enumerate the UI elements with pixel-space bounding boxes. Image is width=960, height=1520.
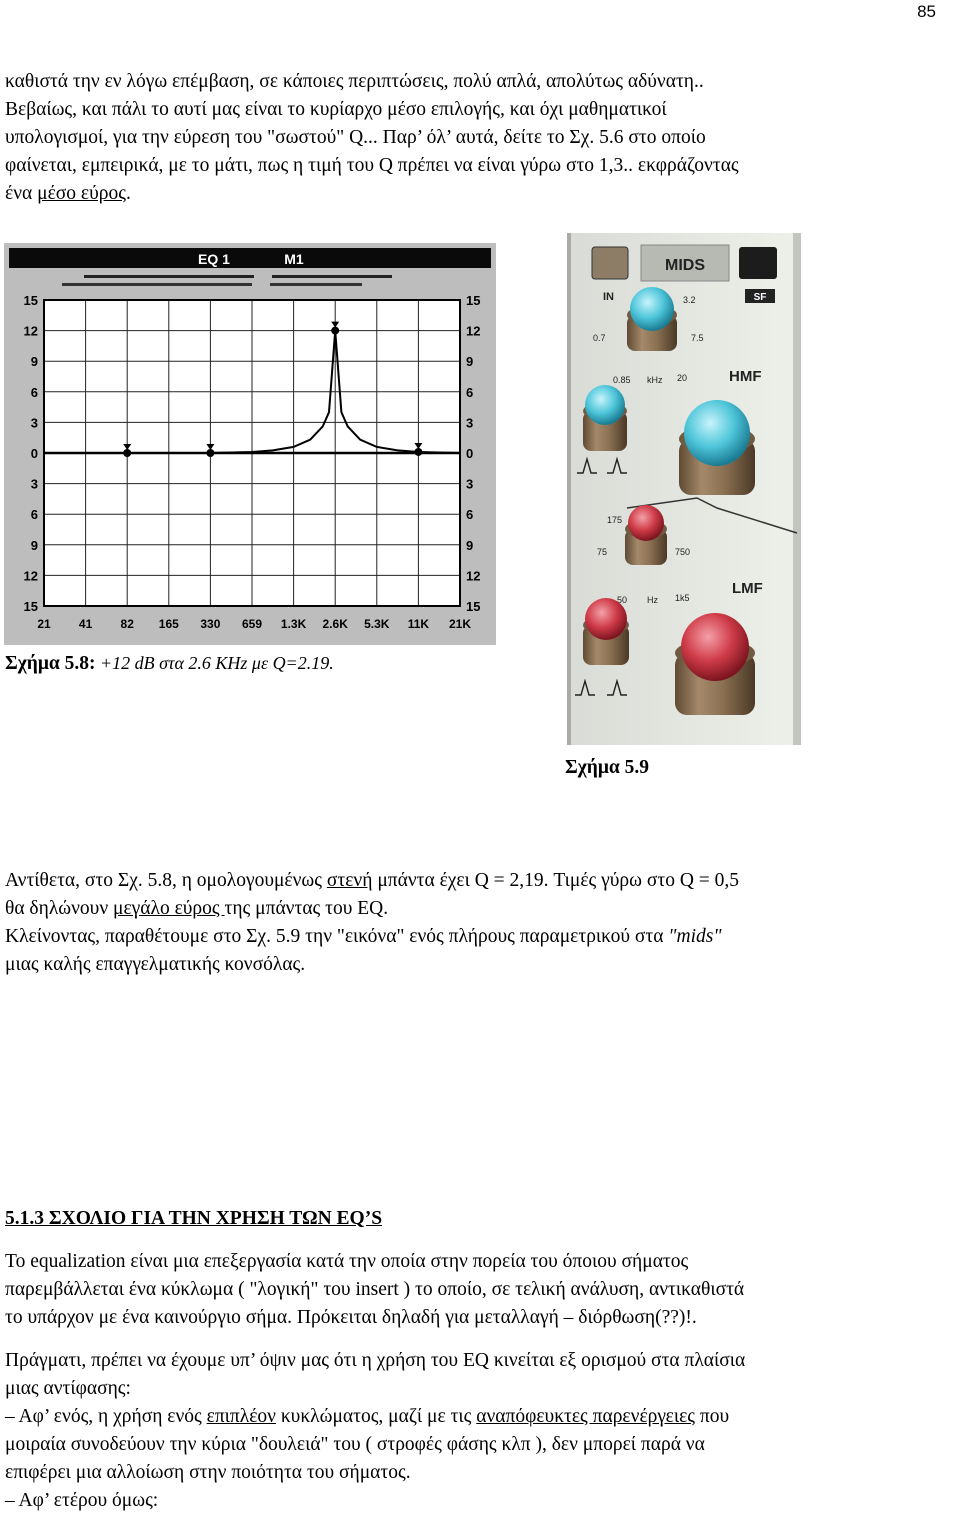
- chart-x-tick-label: 330: [200, 617, 221, 631]
- contrast-line-1-prefix: Αντίθετα, στο Σχ. 5.8, η ομολογουμένως: [5, 870, 327, 891]
- chart-x-tick-label: 659: [241, 617, 263, 631]
- chart-y-tick-label-left: 15: [23, 293, 38, 308]
- lmf-label: LMF: [732, 580, 763, 597]
- additional-term: επιπλέον: [206, 1406, 276, 1427]
- hmf-q-knob-cap: [585, 385, 625, 425]
- sf-label: SF: [753, 292, 767, 303]
- chart-x-tick-label: 1.3K: [280, 617, 307, 631]
- chart-y-tick-label-left: 3: [30, 415, 38, 431]
- hmf-freq-label-0.7: 0.7: [593, 333, 606, 343]
- chart-y-tick-label-right: 12: [466, 568, 481, 584]
- intro-underlined-term: μέσο εύρος: [37, 183, 126, 204]
- in-label: IN: [603, 291, 614, 303]
- lmf-frequency-knob-cap: [628, 505, 664, 541]
- hmf-gain-knob[interactable]: [679, 400, 755, 495]
- intro-line-4: φαίνεται, εμπειρικά, με το μάτι, πως η τιμή του Q πρέπει να είναι γύρω στο 1,3.. εκφράζοντας: [5, 155, 739, 176]
- equalization-line-3: το υπάρχον με ένα καινούργιο σήμα. Πρόκειται δηλαδή για μεταλλαγή – διόρθωση(??)!.: [5, 1307, 697, 1328]
- side-effects-term: αναπόφευκτες παρενέργειες: [476, 1406, 695, 1427]
- lmf-gain-knob-cap: [681, 613, 749, 681]
- chart-y-tick-label-right: 15: [466, 293, 481, 308]
- contrast-line-1-suffix: μπάντα έχει Q = 2,19. Τιμές γύρω στο Q = 0,5: [372, 870, 740, 891]
- chart-y-tick-label-right: 0: [466, 446, 474, 461]
- console-panel-edge-left: [567, 233, 571, 745]
- contrast-line-3-prefix: Κλείνοντας, παραθέτουμε στο Σχ. 5.9 την "εικόνα" ενός πλήρους παραμετρικού στα: [5, 926, 669, 947]
- chart-y-tick-label-right: 3: [466, 476, 474, 492]
- chart-range-bar-4: [270, 283, 362, 286]
- intro-line-2: Βεβαίως, και πάλι το αυτί μας είναι το κυρίαρχο μέσο επιλογής, και όχι μαθηματικοί: [5, 99, 667, 120]
- chart-marker-point: [206, 449, 214, 457]
- intro-line-5-suffix: .: [125, 183, 131, 204]
- section-heading: 5.1.3 ΣΧΟΛΙΟ ΓΙΑ ΤΗΝ ΧΡΗΣΗ ΤΩΝ EQ’S: [5, 1208, 383, 1229]
- chart-y-tick-label-left: 9: [30, 354, 38, 370]
- chart-y-tick-label-right: 6: [466, 384, 474, 400]
- lmf-frequency-knob[interactable]: [625, 505, 667, 565]
- hmf-label: HMF: [729, 368, 762, 385]
- mids-term: "mids": [668, 926, 722, 947]
- lmf-freq-label-175: 175: [607, 515, 623, 525]
- chart-y-tick-label-left: 9: [30, 537, 38, 553]
- hmf-gain-knob-cap: [684, 400, 750, 466]
- intro-line-1: καθιστά την εν λόγω επέμβαση, σε κάποιες περιπτώσεις, πολύ απλά, απολύτως αδύνατη..: [5, 71, 704, 92]
- page-number: 85: [917, 2, 936, 21]
- chart-subtitle: M1: [284, 251, 304, 267]
- contradiction-line-5: επιφέρει μια αλλοίωση στην ποιότητα του σήματος.: [5, 1462, 411, 1483]
- contrast-line-2-prefix: θα δηλώνουν: [5, 898, 114, 919]
- lmf-gain-knob[interactable]: [675, 613, 755, 715]
- chart-x-tick-label: 21: [37, 617, 51, 631]
- chart-x-tick-label: 165: [158, 617, 179, 631]
- chart-x-tick-label: 5.3K: [364, 617, 390, 631]
- chart-y-tick-label-left: 3: [30, 476, 38, 492]
- console-mids-photo: [567, 233, 801, 745]
- contrast-line-4: μιας καλής επαγγελματικής κονσόλας.: [5, 954, 306, 975]
- contradiction-line-3-prefix: – Αφ’ ενός, η χρήση ενός: [5, 1406, 207, 1427]
- contrast-line-2-suffix: της μπάντας του EQ.: [224, 898, 389, 919]
- in-switch-button[interactable]: [592, 247, 628, 279]
- chart-range-bar-2: [62, 283, 252, 286]
- hmf-freq-label-3.2: 3.2: [683, 295, 696, 305]
- chart-y-tick-label-right: 12: [466, 323, 481, 339]
- equalization-line-1: Το equalization είναι μια επεξεργασία κατά την οποία στην πορεία του όποιου σήματος: [5, 1251, 689, 1272]
- contradiction-line-4: μοιραία συνοδεύουν την κύρια "δουλειά" του ( στροφές φάσης κλπ ), δεν μπορεί παρά να: [5, 1434, 705, 1455]
- chart-x-tick-label: 41: [78, 617, 93, 631]
- contradiction-line-1: Πράγματι, πρέπει να έχουμε υπ’ όψιν μας ότι η χρήση του EQ κινείται εξ ορισμού στα πλαίσια: [5, 1350, 746, 1371]
- chart-x-tick-label: 11K: [407, 617, 430, 631]
- chart-x-tick-label: 2.6K: [322, 617, 348, 631]
- chart-y-tick-label-right: 6: [466, 507, 474, 523]
- intro-paragraph: [5, 68, 957, 208]
- figure-5-8-label: Σχήμα 5.8:: [5, 653, 96, 674]
- chart-x-tick-label: 21K: [448, 617, 472, 631]
- console-panel-edge-right: [793, 233, 801, 745]
- chart-range-bar-3: [272, 275, 392, 278]
- hmf-frequency-knob[interactable]: [627, 287, 677, 351]
- lmf-q-knob-cap: [585, 598, 627, 640]
- hmf-freq-label-0.85: 0.85: [613, 375, 631, 385]
- wide-range-term: μεγάλο εύρος: [113, 898, 225, 919]
- chart-marker-point: [331, 327, 339, 335]
- contrast-paragraph: [5, 867, 957, 979]
- eq-response-chart: [4, 243, 496, 645]
- contradiction-line-3-suffix: που: [695, 1406, 730, 1427]
- chart-y-tick-label-left: 12: [23, 568, 38, 584]
- lmf-freq-label-75: 75: [597, 547, 608, 557]
- contradiction-paragraph: [5, 1347, 957, 1515]
- figure-5-9-caption: Σχήμα 5.9: [565, 757, 650, 778]
- equalization-line-2: παρεμβάλλεται ένα κύκλωμα ( "λογική" του insert ) το οποίο, σε τελική ανάλυση, αντικαθιστά: [5, 1279, 745, 1300]
- chart-range-bar-1: [84, 275, 254, 278]
- hmf-freq-label-7.5: 7.5: [691, 333, 704, 343]
- chart-y-tick-label-right: 15: [466, 599, 481, 614]
- intro-line-3: υπολογισμοί, για την εύρεση του "σωστού" Q... Παρ’ όλ’ αυτά, δείτε το Σχ. 5.6 στο οποίο: [5, 127, 706, 148]
- lmf-freq-label-50: 50: [617, 595, 628, 605]
- lmf-q-knob[interactable]: [583, 598, 629, 665]
- chart-y-tick-label-left: 12: [23, 323, 38, 339]
- chart-x-tick-label: 82: [120, 617, 134, 631]
- mids-header-label: MIDS: [665, 257, 705, 274]
- hmf-frequency-knob-cap: [630, 287, 674, 331]
- lmf-unit-label: Hz: [647, 595, 658, 605]
- hmf-unit-label: kHz: [647, 375, 663, 385]
- chart-title-bar: [9, 248, 491, 268]
- contradiction-line-3-mid: κυκλώματος, μαζί με τις: [275, 1406, 477, 1427]
- chart-marker-point: [123, 449, 131, 457]
- hmf-freq-label-20: 20: [677, 373, 688, 383]
- hmf-q-knob[interactable]: [583, 385, 627, 451]
- lmf-freq-label-1k5: 1k5: [675, 593, 690, 603]
- chart-title: EQ 1: [198, 251, 230, 267]
- contradiction-line-2: μιας αντίφασης:: [5, 1378, 131, 1399]
- contradiction-line-6: – Αφ’ ετέρου όμως:: [5, 1490, 159, 1511]
- chart-y-tick-label-left: 15: [23, 599, 38, 614]
- sf-switch-button[interactable]: [739, 247, 777, 279]
- intro-line-5-prefix: ένα: [5, 183, 38, 204]
- chart-y-tick-label-right: 3: [466, 415, 474, 431]
- figure-5-8-text: +12 dB στα 2.6 KHz με Q=2.19.: [95, 653, 334, 673]
- chart-marker-point: [414, 448, 422, 456]
- chart-y-tick-label-left: 6: [30, 507, 38, 523]
- equalization-paragraph: [5, 1248, 957, 1332]
- chart-y-tick-label-left: 0: [30, 446, 38, 461]
- figure-5-8-caption: [5, 653, 334, 675]
- chart-y-tick-label-left: 6: [30, 384, 38, 400]
- chart-y-tick-label-right: 9: [466, 354, 474, 370]
- chart-y-tick-label-right: 9: [466, 537, 474, 553]
- narrow-term: στενή: [326, 870, 373, 891]
- lmf-freq-label-750: 750: [675, 547, 691, 557]
